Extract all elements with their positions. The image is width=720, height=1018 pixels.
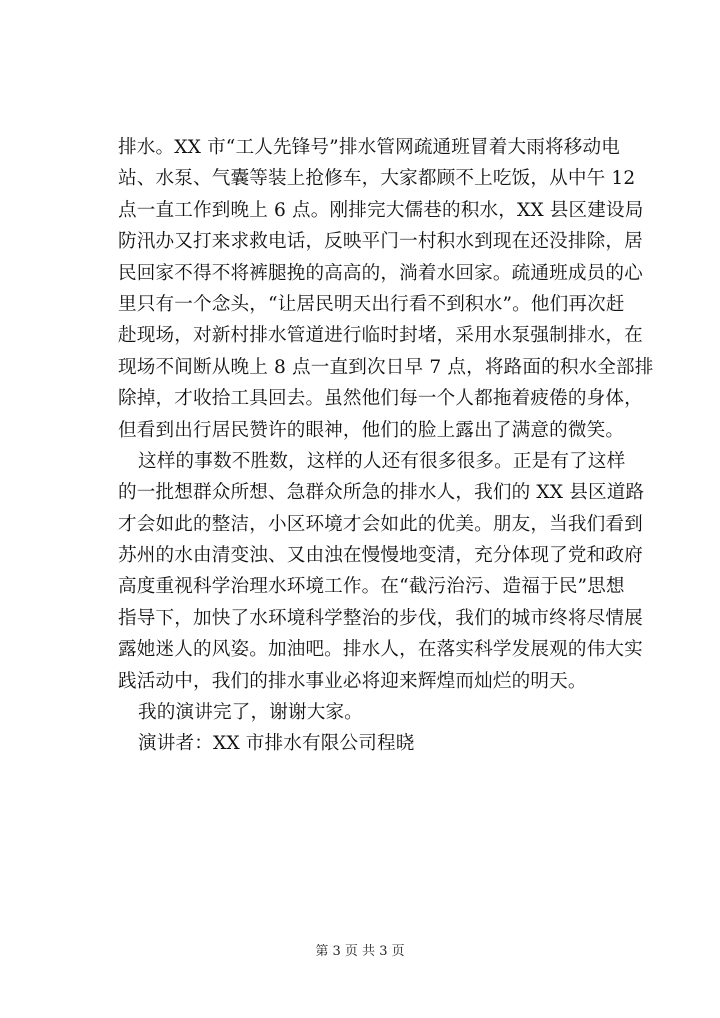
text-line: 里只有一个念头，“让居民明天出行看不到积水”。他们再次赶: [118, 293, 625, 315]
speaker-line: 演讲者：XX 市排水有限公司程晓: [138, 733, 415, 755]
text-line: 的一批想群众所想、急群众所急的排水人，我们的 XX 县区道路: [118, 482, 645, 504]
text-line: 践活动中，我们的排水事业必将迎来辉煌而灿烂的明天。: [118, 670, 587, 692]
text-line: 指导下，加快了水环境科学整治的步伐，我们的城市终将尽情展: [118, 607, 643, 629]
text-line: 排水。XX 市“工人先锋号”排水管网疏通班冒着大雨将移动电: [118, 137, 620, 158]
text-line: 点一直工作到晚上 6 点。刚排完大儒巷的积水，XX 县区建设局: [118, 199, 644, 221]
text-line: 高度重视科学治理水环境工作。在“截污治污、造福于民”思想: [118, 576, 625, 598]
paragraph-1: [118, 132, 658, 446]
text-line: 现场不间断从晚上 8 点一直到次日早 7 点，将路面的积水全部排: [118, 356, 654, 378]
page-footer: 第 3 页 共 3 页: [315, 944, 405, 959]
body-text: [118, 132, 658, 760]
text-line: 但看到出行居民赞许的眼神，他们的脸上露出了满意的微笑。: [118, 419, 625, 441]
text-line: 民回家不得不将裤腿挽的高高的，淌着水回家。疏通班成员的心: [118, 262, 643, 284]
text-line: 才会如此的整洁，小区环境才会如此的优美。朋友，当我们看到: [118, 513, 643, 535]
text-line: 露她迷人的风姿。加油吧。排水人，在落实科学发展观的伟大实: [118, 639, 643, 661]
text-line: 苏州的水由清变浊、又由浊在慢慢地变清，充分体现了党和政府: [118, 545, 643, 567]
text-line: 站、水泵、气囊等装上抢修车，大家都顾不上吃饭，从中午 12: [118, 168, 636, 190]
closing-line: 我的演讲完了，谢谢大家。: [138, 702, 363, 724]
paragraph-2: [118, 446, 658, 697]
text-line: 防汛办又打来求救电话，反映平门一村积水到现在还没排除，居: [118, 231, 643, 253]
text-line: 赴现场，对新村排水管道进行临时封堵，采用水泵强制排水，在: [118, 325, 643, 347]
text-line: 这样的事数不胜数，这样的人还有很多很多。正是有了这样: [138, 450, 626, 472]
text-line: 除掉，才收拾工具回去。虽然他们每一个人都拖着疲倦的身体，: [118, 388, 643, 410]
